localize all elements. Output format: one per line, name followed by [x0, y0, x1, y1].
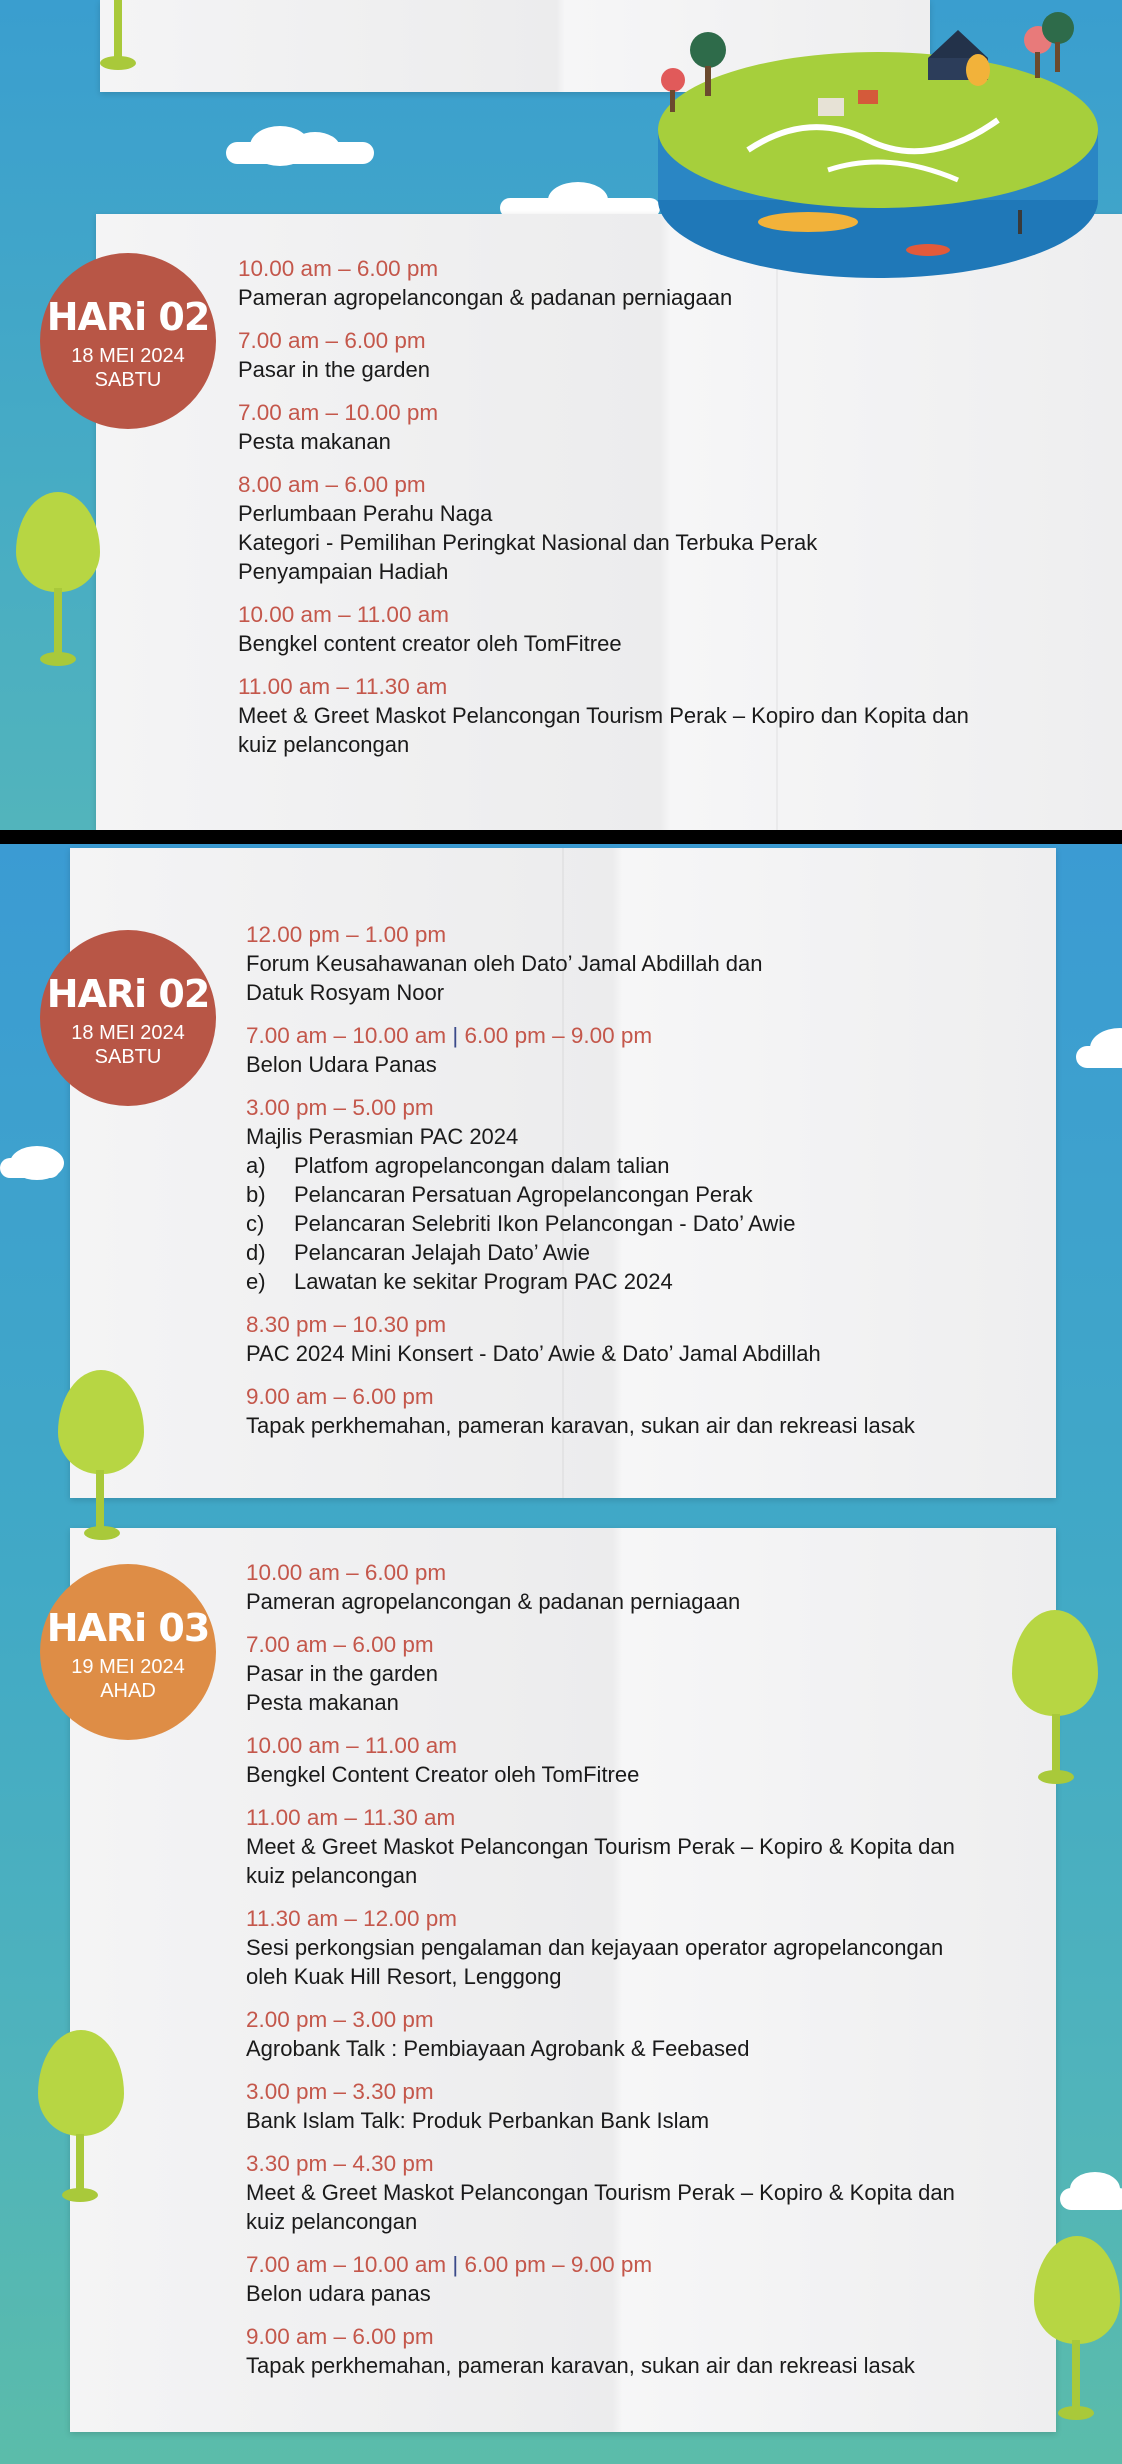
schedule-entry — [238, 326, 1038, 384]
event-description: Belon Udara Panas — [246, 1052, 437, 1077]
day-label: HARi 02 — [46, 295, 210, 339]
event-description: Penyampaian Hadiah — [238, 559, 449, 584]
schedule-list — [246, 1558, 1046, 2394]
event-time: 10.00 am – 11.00 am — [238, 602, 449, 627]
sub-item — [246, 1238, 1046, 1267]
sub-item — [246, 1209, 1046, 1238]
day-badge — [40, 930, 216, 1106]
event-description: Pesta makanan — [238, 429, 391, 454]
tree-icon — [38, 2030, 128, 2210]
schedule-entry — [246, 1382, 1046, 1440]
schedule-entry — [246, 1310, 1046, 1368]
schedule-entry — [238, 254, 1038, 312]
cloud-icon — [10, 1146, 64, 1180]
schedule-entry — [246, 1904, 1046, 1991]
sub-item-text: Platfom agropelancongan dalam talian — [294, 1153, 670, 1178]
event-description: Pasar in the garden — [246, 1661, 439, 1686]
event-description: Pameran agropelancongan & padanan perniagaan — [238, 285, 733, 310]
event-description: Pameran agropelancongan & padanan perniagaan — [246, 1589, 741, 1614]
event-description: Majlis Perasmian PAC 2024 — [246, 1124, 519, 1149]
event-description: Belon udara panas — [246, 2281, 431, 2306]
schedule-entry — [238, 600, 1038, 658]
event-time: 10.00 am – 6.00 pm — [246, 1560, 447, 1585]
tree-icon — [16, 492, 106, 672]
schedule-entry — [246, 2005, 1046, 2063]
event-description: Pesta makanan — [246, 1690, 399, 1715]
schedule-entry — [238, 398, 1038, 456]
sub-item — [246, 1151, 1046, 1180]
event-time: 7.00 am – 6.00 pm — [246, 1632, 434, 1657]
schedule-entry — [246, 1630, 1046, 1717]
event-time: 10.00 am – 11.00 am — [246, 1733, 457, 1758]
sub-item-marker: b) — [246, 1182, 266, 1207]
event-description: Sesi perkongsian pengalaman dan kejayaan operator agropelancongan — [246, 1935, 944, 1960]
cloud-icon — [290, 132, 340, 164]
event-time-morning: 7.00 am – 10.00 am — [246, 2252, 447, 2277]
sub-item-marker: c) — [246, 1211, 265, 1236]
event-time: 11.30 am – 12.00 pm — [246, 1906, 457, 1931]
event-description: kuiz pelancongan — [246, 1863, 418, 1888]
event-time: 11.00 am – 11.30 am — [238, 674, 448, 699]
festival-island-illustration — [628, 0, 1122, 290]
event-description: Bengkel content creator oleh TomFitree — [238, 631, 622, 656]
event-description: Tapak perkhemahan, pameran karavan, sukan air dan rekreasi lasak — [246, 1413, 915, 1438]
cloud-icon — [548, 182, 608, 218]
event-time-morning: 7.00 am – 10.00 am — [246, 1023, 447, 1048]
schedule-entry — [238, 470, 1038, 586]
schedule-entry — [246, 2250, 1046, 2308]
sub-item-text: Lawatan ke sekitar Program PAC 2024 — [294, 1269, 673, 1294]
schedule-entry — [238, 672, 1038, 759]
event-time: 3.00 pm – 3.30 pm — [246, 2079, 434, 2104]
schedule-entry — [246, 1021, 1046, 1079]
schedule-list — [238, 254, 1038, 773]
event-description: Perlumbaan Perahu Naga — [238, 501, 493, 526]
section-divider — [0, 830, 1122, 844]
event-time: 7.00 am – 10.00 pm — [238, 400, 439, 425]
event-description: Bank Islam Talk: Produk Perbankan Bank Islam — [246, 2108, 710, 2133]
event-description: kuiz pelancongan — [246, 2209, 418, 2234]
schedule-entry — [246, 1558, 1046, 1616]
cloud-icon — [1076, 1046, 1122, 1068]
tree-icon — [96, 0, 140, 80]
event-time: 10.00 am – 6.00 pm — [238, 256, 439, 281]
schedule-entry — [246, 1093, 1046, 1296]
day-label: HARi 03 — [46, 1606, 210, 1650]
sub-item — [246, 1180, 1046, 1209]
event-time: 8.30 pm – 10.30 pm — [246, 1312, 447, 1337]
sub-item-text: Pelancaran Persatuan Agropelancongan Perak — [294, 1182, 753, 1207]
sub-item — [246, 1267, 1046, 1296]
schedule-entry — [246, 1803, 1046, 1890]
event-description: Tapak perkhemahan, pameran karavan, sukan air dan rekreasi lasak — [246, 2353, 915, 2378]
event-description: Datuk Rosyam Noor — [246, 980, 445, 1005]
sub-item-marker: a) — [246, 1153, 266, 1178]
schedule-list — [246, 920, 1046, 1454]
event-description: oleh Kuak Hill Resort, Lenggong — [246, 1964, 562, 1989]
schedule-entry — [246, 2322, 1046, 2380]
event-time: 3.30 pm – 4.30 pm — [246, 2151, 434, 2176]
event-time: 11.00 am – 11.30 am — [246, 1805, 456, 1830]
day-label: HARi 02 — [46, 972, 210, 1016]
event-time — [246, 1021, 1046, 1050]
event-description: PAC 2024 Mini Konsert - Dato’ Awie & Dato’ Jamal Abdillah — [246, 1341, 821, 1366]
day-date: 18 MEI 2024 — [71, 1022, 185, 1044]
sub-item-text: Pelancaran Selebriti Ikon Pelancongan - Dato’ Awie — [294, 1211, 796, 1236]
tree-icon — [58, 1370, 148, 1550]
sub-item-text: Pelancaran Jelajah Dato’ Awie — [294, 1240, 590, 1265]
event-time — [246, 2250, 1046, 2279]
day-date: 19 MEI 2024 — [71, 1656, 185, 1678]
day-weekday: SABTU — [94, 369, 162, 391]
day-weekday: SABTU — [94, 1046, 162, 1068]
event-description: Meet & Greet Maskot Pelancongan Tourism Perak – Kopiro & Kopita dan — [246, 2180, 955, 2205]
event-description: kuiz pelancongan — [238, 732, 410, 757]
event-time-evening: 6.00 pm – 9.00 pm — [464, 1023, 653, 1048]
event-description: Pasar in the garden — [238, 357, 431, 382]
day-date: 18 MEI 2024 — [71, 345, 185, 367]
event-description: Kategori - Pemilihan Peringkat Nasional dan Terbuka Perak — [238, 530, 818, 555]
sub-item-marker: e) — [246, 1269, 266, 1294]
day-weekday: AHAD — [100, 1680, 156, 1702]
event-time: 8.00 am – 6.00 pm — [238, 472, 426, 497]
day-badge — [40, 1564, 216, 1740]
schedule-entry — [246, 920, 1046, 1007]
schedule-entry — [246, 2077, 1046, 2135]
schedule-entry — [246, 2149, 1046, 2236]
cloud-icon — [1070, 2172, 1120, 2206]
schedule-entry — [246, 1731, 1046, 1789]
time-separator: | — [452, 2252, 459, 2277]
event-time: 7.00 am – 6.00 pm — [238, 328, 426, 353]
time-separator: | — [452, 1023, 459, 1048]
event-time-evening: 6.00 pm – 9.00 pm — [464, 2252, 653, 2277]
sub-item-marker: d) — [246, 1240, 266, 1265]
event-description: Forum Keusahawanan oleh Dato’ Jamal Abdillah dan — [246, 951, 763, 976]
event-time: 12.00 pm – 1.00 pm — [246, 922, 447, 947]
event-time: 9.00 am – 6.00 pm — [246, 2324, 434, 2349]
event-description: Agrobank Talk : Pembiayaan Agrobank & Feebased — [246, 2036, 750, 2061]
event-time: 3.00 pm – 5.00 pm — [246, 1095, 434, 1120]
event-description: Meet & Greet Maskot Pelancongan Tourism Perak – Kopiro dan Kopita dan — [238, 703, 969, 728]
event-description: Bengkel Content Creator oleh TomFitree — [246, 1762, 640, 1787]
event-time: 2.00 pm – 3.00 pm — [246, 2007, 434, 2032]
day-badge — [40, 253, 216, 429]
event-description: Meet & Greet Maskot Pelancongan Tourism Perak – Kopiro & Kopita dan — [246, 1834, 955, 1859]
event-time: 9.00 am – 6.00 pm — [246, 1384, 434, 1409]
